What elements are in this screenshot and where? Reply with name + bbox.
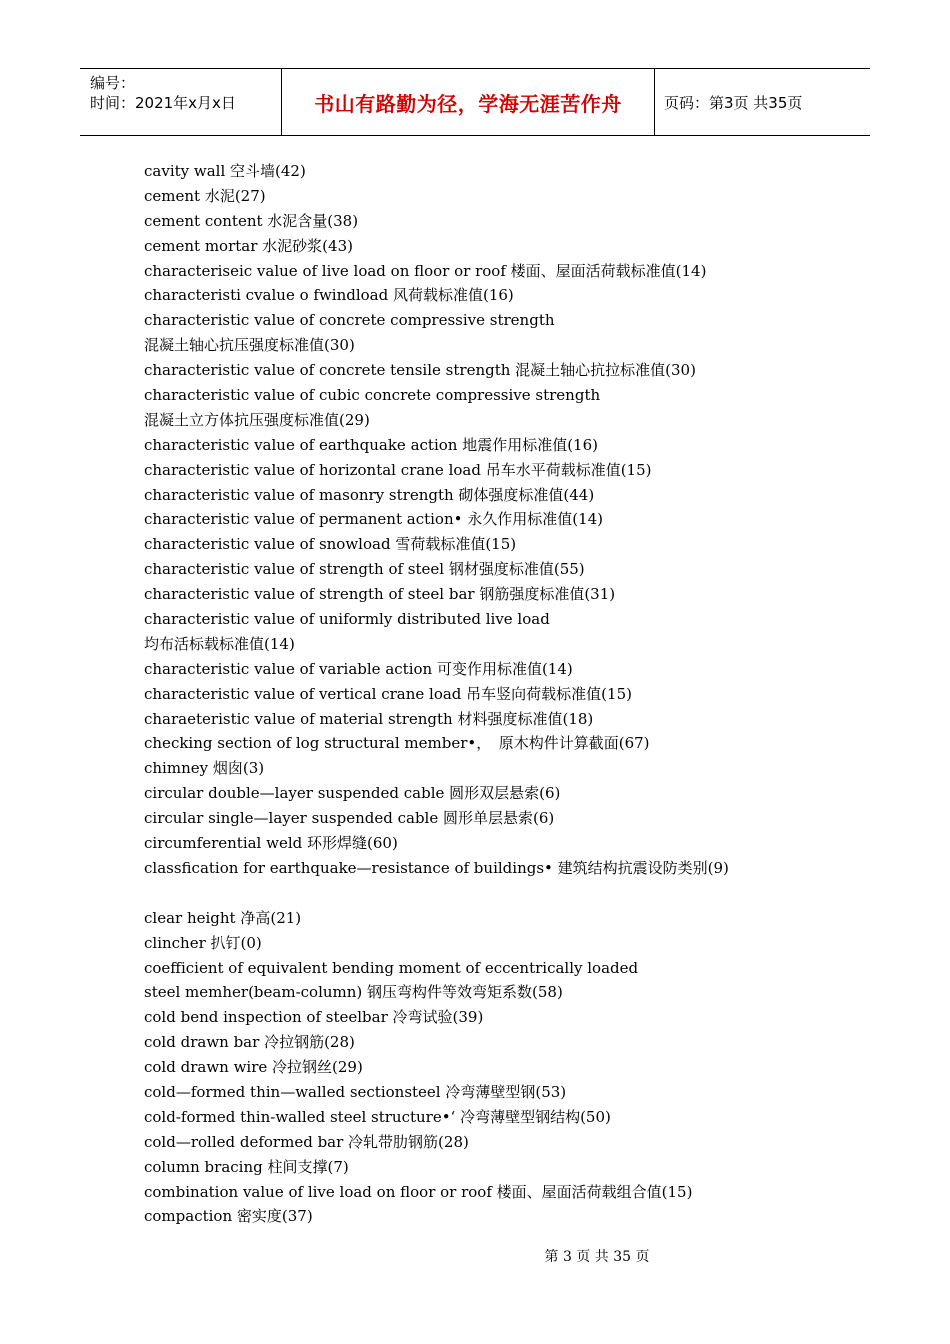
glossary-list bbox=[144, 159, 864, 1229]
glossary-entry: characteristic value of concrete tensile strength 混凝土轴心抗拉标准值(30) bbox=[144, 361, 696, 380]
glossary-entry: cold bend inspection of steelbar 冷弯试验(39) bbox=[144, 1008, 484, 1027]
glossary-entry: 均布活标载标准值(14) bbox=[144, 634, 295, 653]
glossary-entry: characteristic value of masonry strength 砌体强度标准值(44) bbox=[144, 485, 595, 504]
glossary-entry: checking section of log structural member•， 原木构件计算截面(67) bbox=[144, 734, 650, 753]
glossary-entry: characteristic value of cubic concrete compressive strength bbox=[144, 386, 601, 405]
glossary-entry: cement mortar 水泥砂浆(43) bbox=[144, 236, 353, 255]
header-meta bbox=[80, 69, 281, 135]
glossary-entry: chimney 烟囱(3) bbox=[144, 759, 265, 778]
glossary-entry: compaction 密实度(37) bbox=[144, 1207, 313, 1226]
glossary-entry: cold-formed thin-walled steel structure•‘ 冷弯薄壁型钢结构(50) bbox=[144, 1107, 611, 1126]
glossary-entry: characteristic value of strength of steel 钢材强度标准值(55) bbox=[144, 560, 585, 579]
glossary-entry: circumferential weld 环形焊缝(60) bbox=[144, 834, 398, 853]
glossary-entry: combination value of live load on floor or roof 楼面、屋面活荷载组合值(15) bbox=[144, 1182, 693, 1201]
glossary-entry: characteristic value of variable action 可变作用标准值(14) bbox=[144, 659, 573, 678]
glossary-entry: characteristic value of concrete compressive strength bbox=[144, 311, 555, 330]
glossary-entry: circular single—layer suspended cable 圆形单层悬索(6) bbox=[144, 809, 555, 828]
glossary-entry: characteristic value of uniformly distributed live load bbox=[144, 610, 550, 629]
document-header bbox=[80, 68, 870, 136]
document-date-label: 时间：2021年x月x日 bbox=[90, 94, 236, 112]
glossary-entry: characteristi cvalue o fwindload 风荷载标准值(16) bbox=[144, 286, 514, 305]
glossary-entry: clear height 净高(21) bbox=[144, 908, 302, 927]
header-page-cell bbox=[655, 69, 870, 135]
glossary-entry: charaeteristic value of material strength 材料强度标准值(18) bbox=[144, 709, 594, 728]
glossary-entry: steel memher(beam-column) 钢压弯构件等效弯矩系数(58) bbox=[144, 983, 563, 1002]
glossary-entry: characteristic value of vertical crane load 吊车竖向荷载标准值(15) bbox=[144, 684, 632, 703]
glossary-entry: characteristic value of horizontal crane load 吊车水平荷载标准值(15) bbox=[144, 460, 652, 479]
glossary-entry: cement content 水泥含量(38) bbox=[144, 211, 359, 230]
glossary-entry: characteristic value of strength of steel bar 钢筋强度标准值(31) bbox=[144, 585, 616, 604]
glossary-entry: cement 水泥(27) bbox=[144, 186, 266, 205]
blank-line bbox=[144, 881, 864, 906]
glossary-entry: 混凝土轴心抗压强度标准值(30) bbox=[144, 336, 355, 355]
glossary-entry: cold—rolled deformed bar 冷轧带肋钢筋(28) bbox=[144, 1132, 469, 1151]
header-motto: 书山有路勤为径，学海无涯苦作舟 bbox=[314, 91, 622, 116]
glossary-entry: clincher 扒钉(0) bbox=[144, 933, 262, 952]
page-footer bbox=[0, 1246, 950, 1266]
header-motto-cell bbox=[281, 69, 655, 135]
glossary-entry: 混凝土立方体抗压强度标准值(29) bbox=[144, 410, 370, 429]
glossary-entry: cold drawn bar 冷拉钢筋(28) bbox=[144, 1033, 355, 1052]
glossary-entry: characteristic value of permanent action• 永久作用标准值(14) bbox=[144, 510, 604, 529]
document-number-label: 编号： bbox=[90, 74, 136, 92]
glossary-entry: cold drawn wire 冷拉钢丝(29) bbox=[144, 1058, 363, 1077]
footer-page-number: 第 3 页 共 35 页 bbox=[544, 1249, 650, 1265]
glossary-entry: characteristic value of earthquake action 地震作用标准值(16) bbox=[144, 435, 598, 454]
glossary-entry: circular double—layer suspended cable 圆形双层悬索(6) bbox=[144, 784, 561, 803]
glossary-entry: classfication for earthquake—resistance of buildings• 建筑结构抗震设防类别(9) bbox=[144, 858, 729, 877]
glossary-entry: column bracing 柱间支撑(7) bbox=[144, 1157, 349, 1176]
glossary-entry: cavity wall 空斗墙(42) bbox=[144, 162, 306, 180]
glossary-entry: characteristic value of snowload 雪荷载标准值(15) bbox=[144, 535, 517, 554]
glossary-entry: cold—formed thin—walled sectionsteel 冷弯薄壁型钢(53) bbox=[144, 1082, 567, 1101]
glossary-entry: coefficient of equivalent bending moment of eccentrically loaded bbox=[144, 958, 639, 977]
header-page-info: 页码：第3页 共35页 bbox=[664, 93, 803, 112]
glossary-entry: characteriseic value of live load on floor or roof 楼面、屋面活荷载标准值(14) bbox=[144, 261, 707, 280]
